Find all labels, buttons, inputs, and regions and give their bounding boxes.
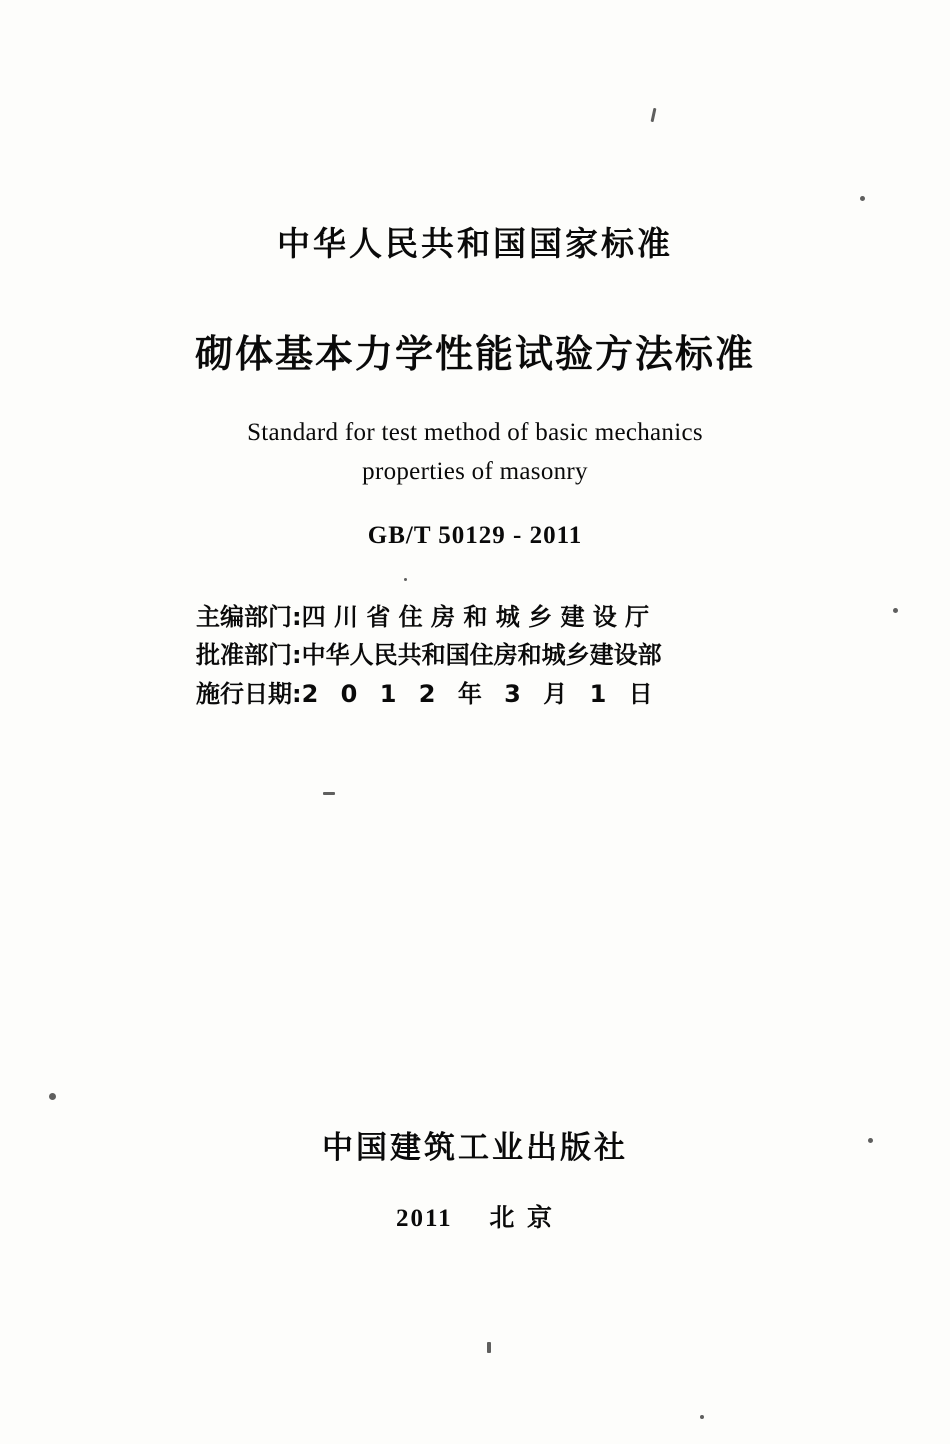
metadata-block — [196, 598, 756, 715]
imprint — [0, 1198, 950, 1234]
scan-speck — [700, 1415, 704, 1419]
standard-code: GB/T 50129 - 2011 — [367, 521, 583, 549]
metadata-row-effective-date — [196, 675, 756, 714]
scan-speck — [49, 1093, 56, 1100]
metadata-label: 主编部门: — [196, 602, 302, 631]
metadata-value: 中华人民共和国住房和城乡建设部 — [301, 641, 662, 670]
english-title-line-2: properties of masonry — [362, 457, 588, 485]
national-standard-header: 中华人民共和国国家标准 — [277, 224, 673, 263]
english-title — [0, 414, 950, 492]
metadata-row-approval-department — [196, 636, 756, 675]
document-content — [0, 0, 950, 714]
page-title: 砌体基本力学性能试验方法标准 — [194, 332, 755, 376]
scan-speck — [323, 792, 335, 795]
english-title-line-1: Standard for test method of basic mechanics — [247, 419, 703, 446]
metadata-value: 2 0 1 2 年 3 月 1 日 — [301, 680, 660, 709]
metadata-row-editing-department — [196, 598, 756, 637]
imprint-city: 北 京 — [489, 1203, 555, 1232]
publisher-name: 中国建筑工业出版社 — [322, 1130, 628, 1166]
imprint-year: 2011 — [395, 1205, 453, 1232]
metadata-value: 四 川 省 住 房 和 城 乡 建 设 厅 — [301, 602, 650, 631]
scan-speck — [487, 1342, 491, 1353]
metadata-label: 批准部门: — [196, 641, 302, 670]
metadata-label: 施行日期: — [196, 680, 302, 709]
